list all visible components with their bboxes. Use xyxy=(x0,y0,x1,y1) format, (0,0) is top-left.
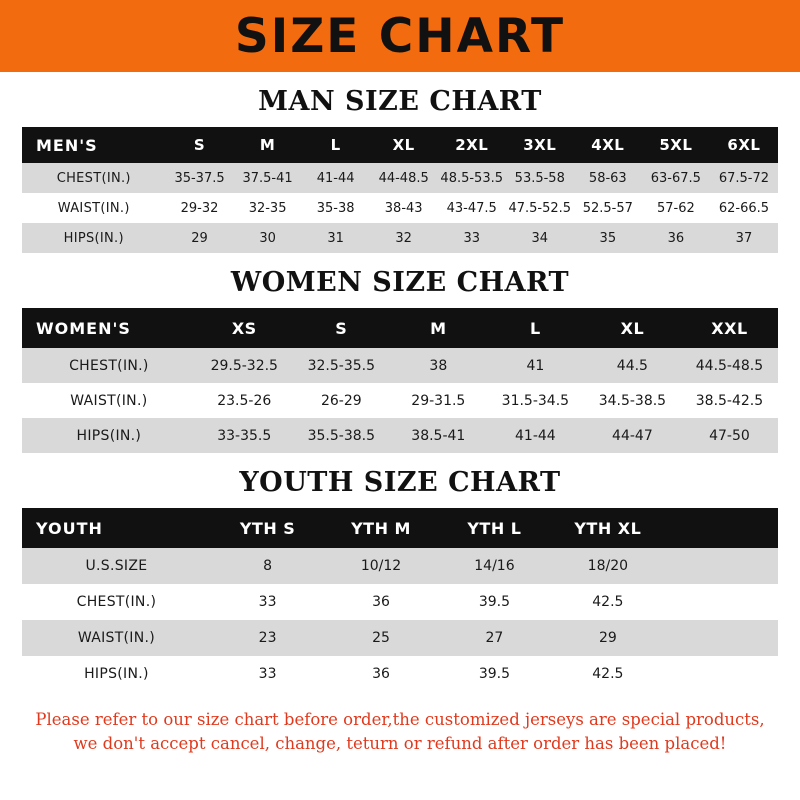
table-row xyxy=(22,620,778,656)
table-row xyxy=(22,383,778,418)
women-waist-l: 31.5-34.5 xyxy=(487,383,584,418)
women-waist-xl: 34.5-38.5 xyxy=(584,383,681,418)
youth-row-waist-label: WAIST(IN.) xyxy=(22,620,211,656)
women-hips-xl: 44-47 xyxy=(584,418,681,453)
man-waist-xl: 38-43 xyxy=(370,193,438,223)
man-hips-s: 29 xyxy=(166,223,234,253)
man-hips-4xl: 35 xyxy=(574,223,642,253)
man-row-chest-label: CHEST(IN.) xyxy=(22,163,166,193)
man-table-corner: MEN'S xyxy=(36,135,98,155)
women-table-corner: WOMEN'S xyxy=(36,318,131,338)
youth-col-s: YTH S xyxy=(239,518,296,538)
youth-col-l: YTH L xyxy=(467,518,522,538)
man-table-body xyxy=(22,163,778,253)
women-waist-xxl: 38.5-42.5 xyxy=(681,383,778,418)
youth-ussize-s: 8 xyxy=(211,548,324,584)
women-chest-xxl: 44.5-48.5 xyxy=(681,348,778,383)
youth-chest-m: 36 xyxy=(324,584,437,620)
youth-waist-s: 23 xyxy=(211,620,324,656)
youth-row-hips-label: HIPS(IN.) xyxy=(22,656,211,692)
man-col-s: S xyxy=(193,136,206,154)
youth-row-chest-label: CHEST(IN.) xyxy=(22,584,211,620)
youth-chest-empty xyxy=(665,584,778,620)
women-col-l: L xyxy=(530,318,541,338)
banner xyxy=(0,0,800,72)
youth-hips-m: 36 xyxy=(324,656,437,692)
man-section-title: MAN SIZE CHART xyxy=(258,86,542,117)
youth-waist-l: 27 xyxy=(438,620,551,656)
man-chest-4xl: 58-63 xyxy=(574,163,642,193)
youth-hips-s: 33 xyxy=(211,656,324,692)
women-hips-xxl: 47-50 xyxy=(681,418,778,453)
man-waist-s: 29-32 xyxy=(166,193,234,223)
man-chest-2xl: 48.5-53.5 xyxy=(438,163,506,193)
man-col-4xl: 4XL xyxy=(591,136,625,154)
youth-col-xl: YTH XL xyxy=(574,518,642,538)
man-col-6xl: 6XL xyxy=(727,136,761,154)
table-row xyxy=(22,163,778,193)
women-col-xl: XL xyxy=(620,318,645,338)
man-hips-5xl: 36 xyxy=(642,223,710,253)
table-header-row xyxy=(22,308,778,348)
table-row xyxy=(22,348,778,383)
women-hips-l: 41-44 xyxy=(487,418,584,453)
man-table-head xyxy=(22,127,778,163)
youth-waist-xl: 29 xyxy=(551,620,664,656)
youth-hips-empty xyxy=(665,656,778,692)
man-col-3xl: 3XL xyxy=(523,136,557,154)
women-col-xxl: XXL xyxy=(711,318,748,338)
women-hips-m: 38.5-41 xyxy=(390,418,487,453)
table-row xyxy=(22,548,778,584)
youth-ussize-xl: 18/20 xyxy=(551,548,664,584)
women-col-xs: XS xyxy=(231,318,257,338)
man-col-xl: XL xyxy=(392,136,415,154)
man-waist-3xl: 47.5-52.5 xyxy=(506,193,574,223)
man-chest-6xl: 67.5-72 xyxy=(710,163,778,193)
man-row-hips-label: HIPS(IN.) xyxy=(22,223,166,253)
man-col-m: M xyxy=(259,136,276,154)
man-waist-6xl: 62-66.5 xyxy=(710,193,778,223)
youth-col-empty xyxy=(665,508,778,548)
table-row xyxy=(22,193,778,223)
man-hips-2xl: 33 xyxy=(438,223,506,253)
women-waist-xs: 23.5-26 xyxy=(196,383,293,418)
youth-chest-s: 33 xyxy=(211,584,324,620)
man-row-waist-label: WAIST(IN.) xyxy=(22,193,166,223)
table-row xyxy=(22,418,778,453)
man-chest-5xl: 63-67.5 xyxy=(642,163,710,193)
man-waist-5xl: 57-62 xyxy=(642,193,710,223)
youth-table-body xyxy=(22,548,778,692)
man-col-5xl: 5XL xyxy=(659,136,693,154)
women-row-hips-label: HIPS(IN.) xyxy=(22,418,196,453)
table-header-row xyxy=(22,508,778,548)
women-chest-s: 32.5-35.5 xyxy=(293,348,390,383)
women-section-title: WOMEN SIZE CHART xyxy=(230,267,570,298)
man-hips-l: 31 xyxy=(302,223,370,253)
women-col-m: M xyxy=(430,318,447,338)
youth-table-corner: YOUTH xyxy=(36,518,103,538)
women-chest-xs: 29.5-32.5 xyxy=(196,348,293,383)
women-chest-m: 38 xyxy=(390,348,487,383)
youth-section-title: YOUTH SIZE CHART xyxy=(239,467,561,498)
youth-hips-xl: 42.5 xyxy=(551,656,664,692)
man-waist-l: 35-38 xyxy=(302,193,370,223)
women-hips-xs: 33-35.5 xyxy=(196,418,293,453)
youth-waist-empty xyxy=(665,620,778,656)
man-size-table xyxy=(22,127,778,253)
man-col-l: L xyxy=(330,136,341,154)
youth-hips-l: 39.5 xyxy=(438,656,551,692)
women-chest-l: 41 xyxy=(487,348,584,383)
youth-table-head xyxy=(22,508,778,548)
man-chest-l: 41-44 xyxy=(302,163,370,193)
table-header-row xyxy=(22,127,778,163)
man-chest-3xl: 53.5-58 xyxy=(506,163,574,193)
man-waist-m: 32-35 xyxy=(234,193,302,223)
man-hips-m: 30 xyxy=(234,223,302,253)
youth-col-m: YTH M xyxy=(351,518,411,538)
women-waist-m: 29-31.5 xyxy=(390,383,487,418)
table-row xyxy=(22,656,778,692)
women-col-s: S xyxy=(335,318,348,338)
women-table-body xyxy=(22,348,778,453)
man-waist-4xl: 52.5-57 xyxy=(574,193,642,223)
youth-chest-l: 39.5 xyxy=(438,584,551,620)
man-chest-s: 35-37.5 xyxy=(166,163,234,193)
table-row xyxy=(22,223,778,253)
women-table-head xyxy=(22,308,778,348)
footer-note-line1: Please refer to our size chart before order,the customized jerseys are special products, xyxy=(35,710,765,729)
page-title: SIZE CHART xyxy=(234,8,566,64)
man-hips-6xl: 37 xyxy=(710,223,778,253)
women-size-table xyxy=(22,308,778,453)
man-hips-3xl: 34 xyxy=(506,223,574,253)
man-hips-xl: 32 xyxy=(370,223,438,253)
women-row-chest-label: CHEST(IN.) xyxy=(22,348,196,383)
youth-row-ussize-label: U.S.SIZE xyxy=(22,548,211,584)
youth-size-table xyxy=(22,508,778,692)
youth-chest-xl: 42.5 xyxy=(551,584,664,620)
youth-ussize-l: 14/16 xyxy=(438,548,551,584)
women-row-waist-label: WAIST(IN.) xyxy=(22,383,196,418)
chart-sheet xyxy=(0,72,800,800)
man-chest-xl: 44-48.5 xyxy=(370,163,438,193)
youth-waist-m: 25 xyxy=(324,620,437,656)
footer-note-line2: we don't accept cancel, change, teturn or refund after order has been placed! xyxy=(73,733,727,753)
man-col-2xl: 2XL xyxy=(455,136,489,154)
women-hips-s: 35.5-38.5 xyxy=(293,418,390,453)
man-waist-2xl: 43-47.5 xyxy=(438,193,506,223)
youth-ussize-empty xyxy=(665,548,778,584)
footer-note xyxy=(22,692,778,756)
women-waist-s: 26-29 xyxy=(293,383,390,418)
table-row xyxy=(22,584,778,620)
women-chest-xl: 44.5 xyxy=(584,348,681,383)
youth-ussize-m: 10/12 xyxy=(324,548,437,584)
man-chest-m: 37.5-41 xyxy=(234,163,302,193)
